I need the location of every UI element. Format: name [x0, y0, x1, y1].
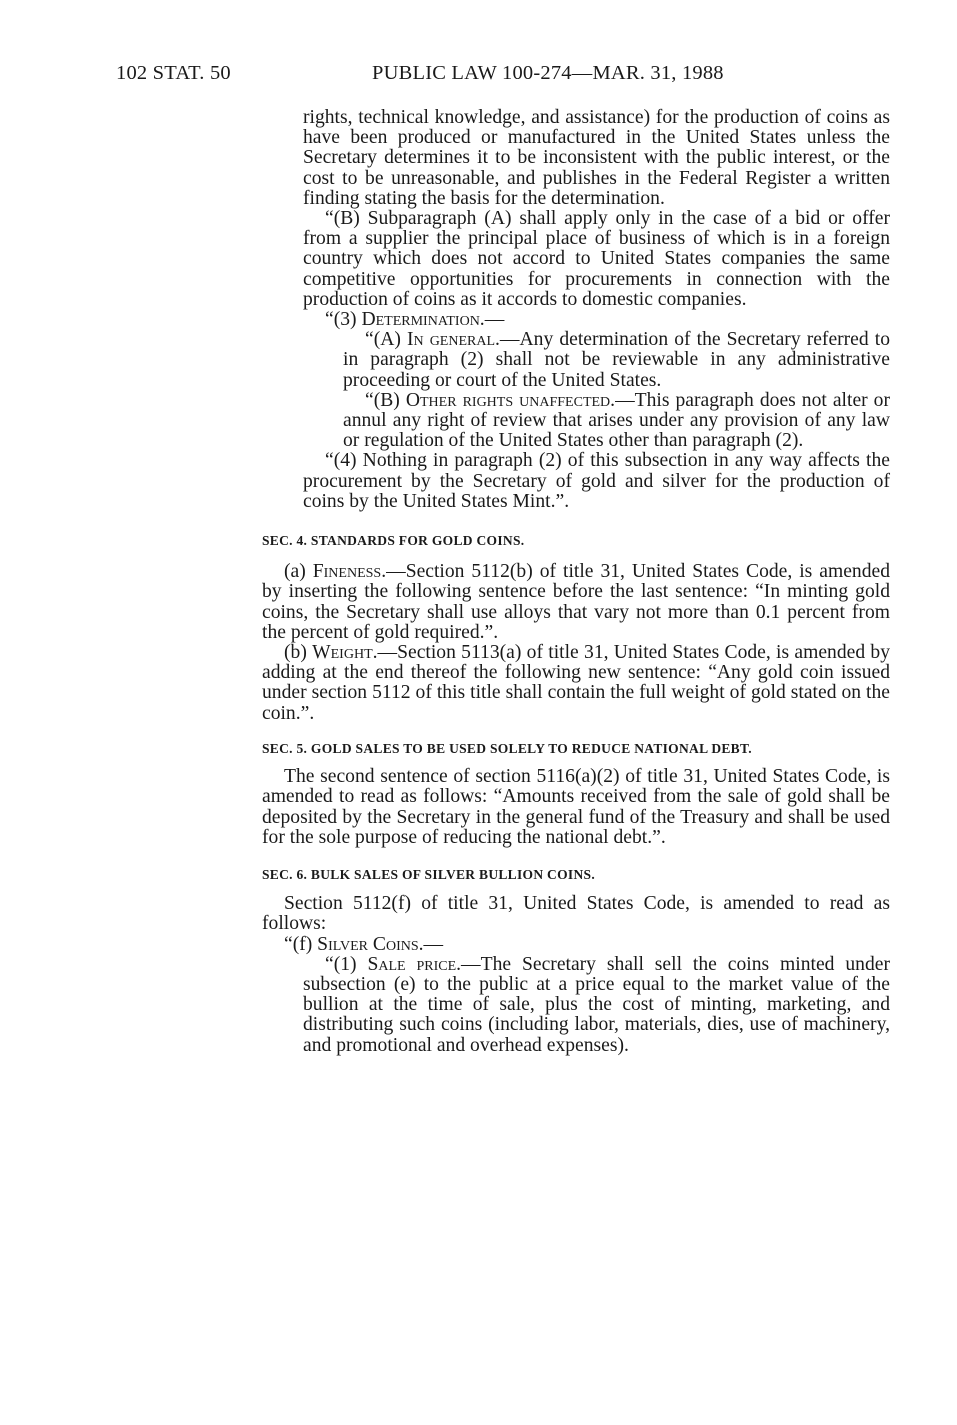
- paragraph-4: “(4) Nothing in paragraph (2) of this subsection in any way affects the procurement by the Secretary of gold and silver for the production of coins by the United States Mint.”.: [303, 450, 890, 512]
- paragraph-3: “(3) Determination.—: [325, 309, 505, 331]
- section-5-text: The second sentence of section 5116(a)(2) of title 31, United States Code, is amended to read as follows: “Amounts received from the sale of gold shall be deposited by the Secretary in the general fund of the Treasury and shall be used for the sole purpose of reducing the national debt.”.: [262, 766, 890, 848]
- section-6-heading: SEC. 6. BULK SALES OF SILVER BULLION COINS.: [262, 866, 595, 882]
- paragraph-1-sale-price: “(1) Sale price.—The Secretary shall sell the coins minted under subsection (e) to the public at a price equal to the market value of the bullion at the time of sale, plus the cost of minting, marketing, and distributing such coins (including labor, materials, dies, use of machinery, and promotional and overhead expenses).: [303, 953, 890, 1056]
- paragraph-3b: “(B) Other rights unaffected.—This paragraph does not alter or annul any right of review that arises under any provision of any law or regulation of the United States other than paragraph (2).: [343, 389, 891, 452]
- subsection-f: “(f) Silver Coins.—: [284, 933, 444, 955]
- running-head: PUBLIC LAW 100-274—MAR. 31, 1988: [372, 62, 724, 84]
- paragraph-2b: “(B) Subparagraph (A) shall apply only in the case of a bid or offer from a supplier the principal place of business of which is in a foreign country which does not accord to United States companies the same competitive opportunities for procurements in connection with the production of coins as it accords to domestic companies.: [303, 208, 890, 310]
- section-4a: (a) Fineness.—Section 5112(b) of title 31, United States Code, is amended by inserting the following sentence before the last sentence: “In minting gold coins, the Secretary shall use alloys that vary not more than 0.1 percent from the percent of gold required.”.: [262, 561, 890, 643]
- silver-coins-heading: Silver Coins.: [317, 933, 424, 955]
- document-body: [262, 108, 890, 1056]
- section-4-heading: SEC. 4. STANDARDS FOR GOLD COINS.: [262, 533, 525, 549]
- sale-price-heading: Sale price.: [367, 953, 462, 975]
- section-4b: (b) Weight.—Section 5113(a) of title 31, United States Code, is amended by adding at the end thereof the following new sentence: “Any gold coin issued under section 5112 of this title shall contain the full weight of gold stated on the coin.”.: [262, 642, 890, 724]
- paragraph-3a: “(A) In general.—Any determination of the Secretary referred to in paragraph (2) shall not be reviewable in any administrative proceeding or court of the United States.: [343, 329, 890, 391]
- other-rights-heading: Other rights unaffected.: [405, 389, 616, 411]
- determination-heading: Determination.: [361, 309, 485, 331]
- fineness-heading: Fineness.: [312, 561, 387, 583]
- paragraph-continued: rights, technical knowledge, and assistance) for the production of coins as have been produced or manufactured in the United States unless the Secretary determines it to be inconsistent with the public interest, or the cost to be unreasonable, and publishes in the Federal Register a written finding stating the basis for the determination.: [303, 107, 890, 209]
- section-6-text: Section 5112(f) of title 31, United States Code, is amended to read as follows:: [262, 893, 890, 935]
- in-general-heading: In general.: [406, 329, 500, 351]
- page-number: 102 STAT. 50: [116, 62, 231, 84]
- weight-heading: Weight.: [312, 642, 378, 664]
- section-5-heading: SEC. 5. GOLD SALES TO BE USED SOLELY TO REDUCE NATIONAL DEBT.: [262, 740, 752, 756]
